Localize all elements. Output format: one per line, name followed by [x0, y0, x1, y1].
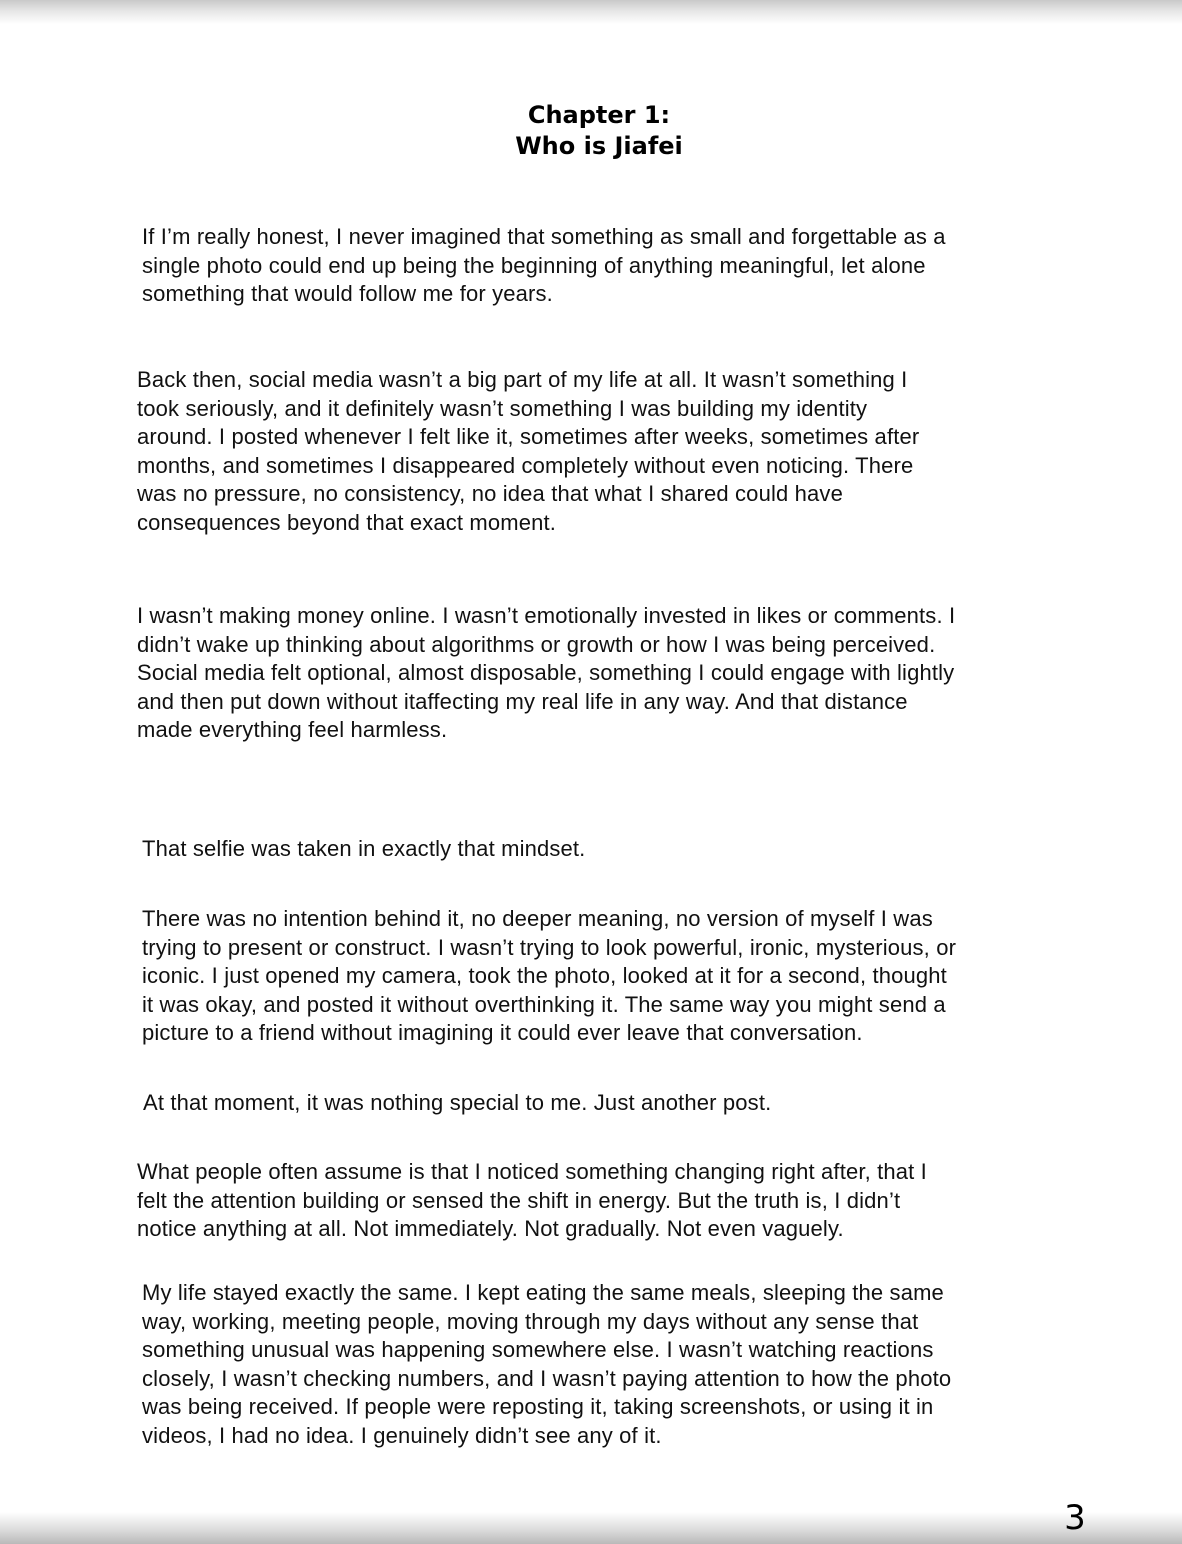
page-number: 3 [1064, 1498, 1086, 1538]
text-line: something that would follow me for years. [142, 281, 553, 306]
text-line: was no pressure, no consistency, no idea that what I shared could have [137, 481, 843, 506]
text-line: Back then, social media wasn’t a big part of my life at all. It wasn’t something I [137, 367, 908, 392]
text-line: it was okay, and posted it without overthinking it. The same way you might send a [142, 991, 946, 1017]
paragraph-5 [142, 905, 956, 1048]
text-line: That selfie was taken in exactly that mindset. [142, 836, 586, 861]
text-line: iconic. I just opened my camera, took the photo, looked at it for a second, thought [142, 963, 947, 988]
text-line: There was no intention behind it, no deeper meaning, no version of myself I was [142, 906, 933, 931]
text-line: At that moment, it was nothing special to me. Just another post. [143, 1090, 772, 1115]
text-line: didn’t wake up thinking about algorithms or growth or how I was being perceived. [137, 631, 936, 657]
chapter-title: Who is Jiafei [515, 132, 683, 160]
text-line: months, and sometimes I disappeared completely without even noticing. There [137, 452, 914, 478]
text-line: closely, I wasn’t checking numbers, and I wasn’t paying attention to how the photo [142, 1365, 952, 1391]
paragraph-8 [142, 1279, 951, 1450]
text-line: trying to present or construct. I wasn’t trying to look powerful, ironic, mysterious, or [142, 934, 957, 960]
paragraph-4 [142, 835, 585, 864]
text-line: notice anything at all. Not immediately. Not gradually. Not even vaguely. [137, 1216, 844, 1241]
text-line: Social media felt optional, almost disposable, something I could engage with lightly [137, 660, 955, 685]
text-line: What people often assume is that I noticed something changing right after, that I [137, 1159, 927, 1184]
text-line: was being received. If people were reposting it, taking screenshots, or using it in [142, 1394, 934, 1419]
paragraph-3 [137, 602, 955, 745]
paragraph-6 [143, 1089, 771, 1118]
text-line: something unusual was happening somewhere else. I wasn’t watching reactions [142, 1337, 934, 1362]
text-line: videos, I had no idea. I genuinely didn’t see any of it. [142, 1422, 662, 1448]
chapter-label: Chapter 1: [527, 101, 671, 129]
text-line: consequences beyond that exact moment. [137, 509, 557, 535]
paragraph-1 [142, 223, 946, 309]
text-line: around. I posted whenever I felt like it, sometimes after weeks, sometimes after [137, 424, 920, 449]
text-line: My life stayed exactly the same. I kept eating the same meals, sleeping the same [142, 1280, 944, 1305]
text-line: I wasn’t making money online. I wasn’t emotionally invested in likes or comments. I [137, 603, 956, 628]
text-line: If I’m really honest, I never imagined that something as small and forgettable as a [142, 224, 946, 249]
text-line: and then put down without itaffecting my real life in any way. And that distance [137, 688, 908, 714]
paragraph-7 [137, 1158, 927, 1244]
text-line: felt the attention building or sensed the shift in energy. But the truth is, I didn’t [137, 1187, 901, 1213]
chapter-heading [0, 100, 1182, 162]
text-line: took seriously, and it definitely wasn’t something I was building my identity [137, 395, 868, 421]
page-top-edge [0, 0, 1182, 24]
text-line: way, working, meeting people, moving through my days without any sense that [142, 1308, 919, 1334]
page-bottom-edge [0, 1512, 1182, 1544]
paragraph-2 [137, 366, 919, 537]
text-line: picture to a friend without imagining it could ever leave that conversation. [142, 1020, 863, 1045]
text-line: made everything feel harmless. [137, 717, 448, 742]
text-line: single photo could end up being the beginning of anything meaningful, let alone [142, 252, 926, 278]
